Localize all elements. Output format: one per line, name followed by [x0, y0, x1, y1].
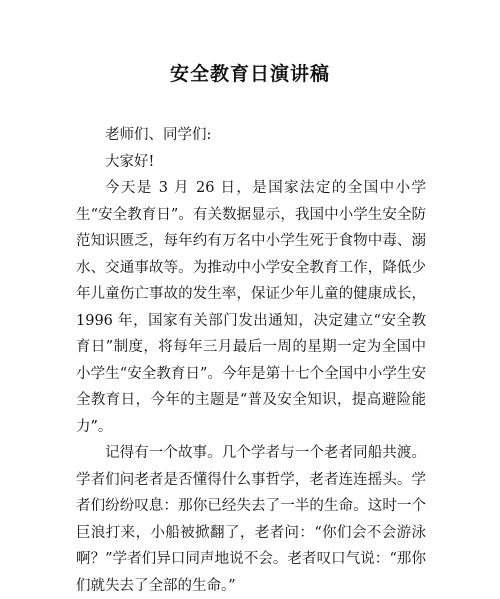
story-paragraph: 记得有一个故事。几个学者与一个老者同船共渡。学者们问老者是否懂得什么事哲学，老者连连摇头。学者们纷纷叹息：那你已经失去了一半的生命。这时一个巨浪打来，小船被掀翻了，老者问：“你们会不会游泳啊？”学者们异口同声地说不会。老者叹口气说：“那你们就失去了全部的生命。” [76, 445, 426, 594]
salutation-paragraph: 大家好! [105, 153, 155, 170]
document-title: 安全教育日演讲稿 [169, 63, 330, 85]
body-paragraph: 今天是 3 月 26 日，是国家法定的全国中小学生“安全教育日”。有关数据显示，我国中小学生安全防范知识匮乏，每年约有万名中小学生死于食物中毒、溺水、交通事故等。为推动中小学安全教育工作，降低少年儿童伤亡事故的发生率，保证少年儿童的健康成长，1996 年，国家有关部门发出通知，决定建立“安全教育日”制度，将每年三月最后一周的星期一定为全国中小学生“安全教育日”。今年是第十七个全国中小学生安全教育日，今年的主题是“普及安全知识，提高避险能力”。 [76, 180, 426, 435]
document-body [76, 122, 426, 599]
greeting-paragraph: 老师们、同学们: [105, 127, 212, 143]
